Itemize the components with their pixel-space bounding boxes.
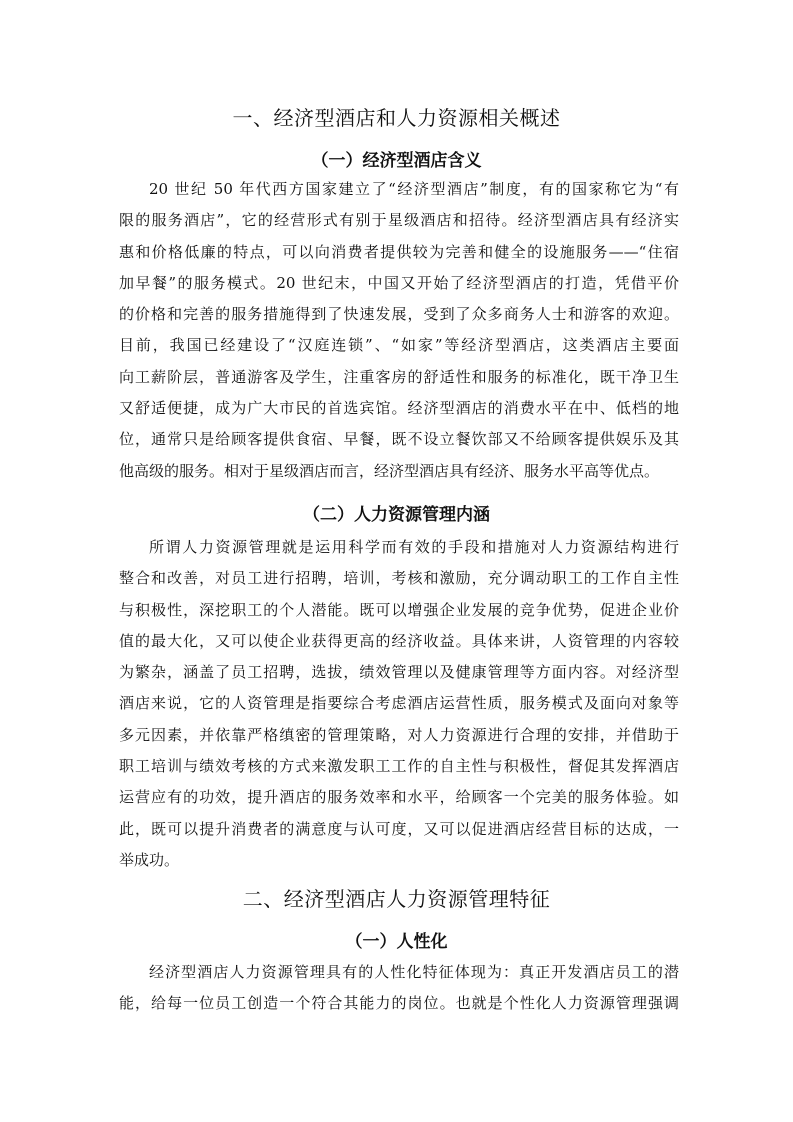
paragraph-line: 与积极性，深挖职工的个人潜能。既可以增强企业发展的竞争优势，促进企业价	[119, 600, 679, 619]
section-2-title: 二、经济型酒店人力资源管理特征	[242, 887, 551, 911]
paragraph-line: 此，既可以提升消费者的满意度与认可度，又可以促进酒店经营目标的达成，一	[119, 819, 679, 838]
paragraph-line: 多元因素，并依靠严格缜密的管理策略，对人力资源进行合理的安排，并借助于	[119, 725, 679, 744]
paragraph-line: 限的服务酒店”，它的经营形式有别于星级酒店和招待。经济型酒店具有经济实	[119, 211, 679, 230]
paragraph-line: 目前，我国已经建设了“汉庭连锁”、“如家”等经济型酒店，这类酒店主要面	[119, 336, 679, 355]
subsection-1-2-title: （二）人力资源管理内涵	[303, 505, 490, 525]
paragraph-line: 运营应有的功效，提升酒店的服务效率和水平，给顾客一个完美的服务体验。如	[119, 788, 679, 807]
paragraph-line: 经济型酒店人力资源管理具有的人性化特征体现为：真正开发酒店员工的潜	[149, 963, 679, 981]
paragraph-line: 惠和价格低廉的特点，可以向消费者提供较为完善和健全的设施服务——“住宿	[119, 242, 679, 261]
paragraph-line: 值的最大化，又可以使企业获得更高的经济收益。具体来讲，人资管理的内容较	[119, 631, 679, 650]
paragraph-line: 加早餐”的服务模式。20 世纪末，中国又开始了经济型酒店的打造，凭借平价	[119, 273, 679, 292]
paragraph-line: 举成功。	[119, 850, 180, 869]
paragraph-line: 为繁杂，涵盖了员工招聘，选拔，绩效管理以及健康管理等方面内容。对经济型	[119, 663, 679, 682]
paragraph-line: 能，给每一位员工创造一个符合其能力的岗位。也就是个性化人力资源管理强调	[119, 994, 679, 1013]
paragraph-humanization	[119, 957, 679, 1020]
paragraph-line: 职工培训与绩效考核的方式来激发职工工作的自主性与积极性，督促其发挥酒店	[119, 757, 679, 776]
paragraph-line: 整合和改善，对员工进行招聘，培训，考核和激励，充分调动职工的工作自主性	[119, 569, 679, 588]
paragraph-line: 所谓人力资源管理就是运用科学而有效的手段和措施对人力资源结构进行	[149, 538, 679, 556]
paragraph-line: 他高级的服务。相对于星级酒店而言，经济型酒店具有经济、服务水平高等优点。	[119, 461, 660, 480]
subsection-2-1-title: （一）人性化	[345, 932, 448, 952]
paragraph-economy-hotel-definition	[119, 174, 679, 487]
paragraph-hr-management-meaning	[119, 532, 679, 876]
subsection-1-1-title: （一）经济型酒店含义	[311, 151, 482, 171]
section-1-title: 一、经济型酒店和人力资源相关概述	[232, 106, 561, 130]
paragraph-line: 位，通常只是给顾客提供食宿、早餐，既不设立餐饮部又不给顾客提供娱乐及其	[119, 430, 679, 449]
paragraph-line: 的价格和完善的服务措施得到了快速发展，受到了众多商务人士和游客的欢迎。	[119, 305, 679, 324]
paragraph-line: 又舒适便捷，成为广大市民的首选宾馆。经济型酒店的消费水平在中、低档的地	[119, 399, 679, 418]
paragraph-line: 向工薪阶层，普通游客及学生，注重客房的舒适性和服务的标准化，既干净卫生	[119, 367, 679, 386]
paragraph-line: 20 世纪 50 年代西方国家建立了“经济型酒店”制度，有的国家称它为“有	[149, 180, 679, 198]
paragraph-line: 酒店来说，它的人资管理是指要综合考虑酒店运营性质，服务模式及面向对象等	[119, 694, 679, 713]
